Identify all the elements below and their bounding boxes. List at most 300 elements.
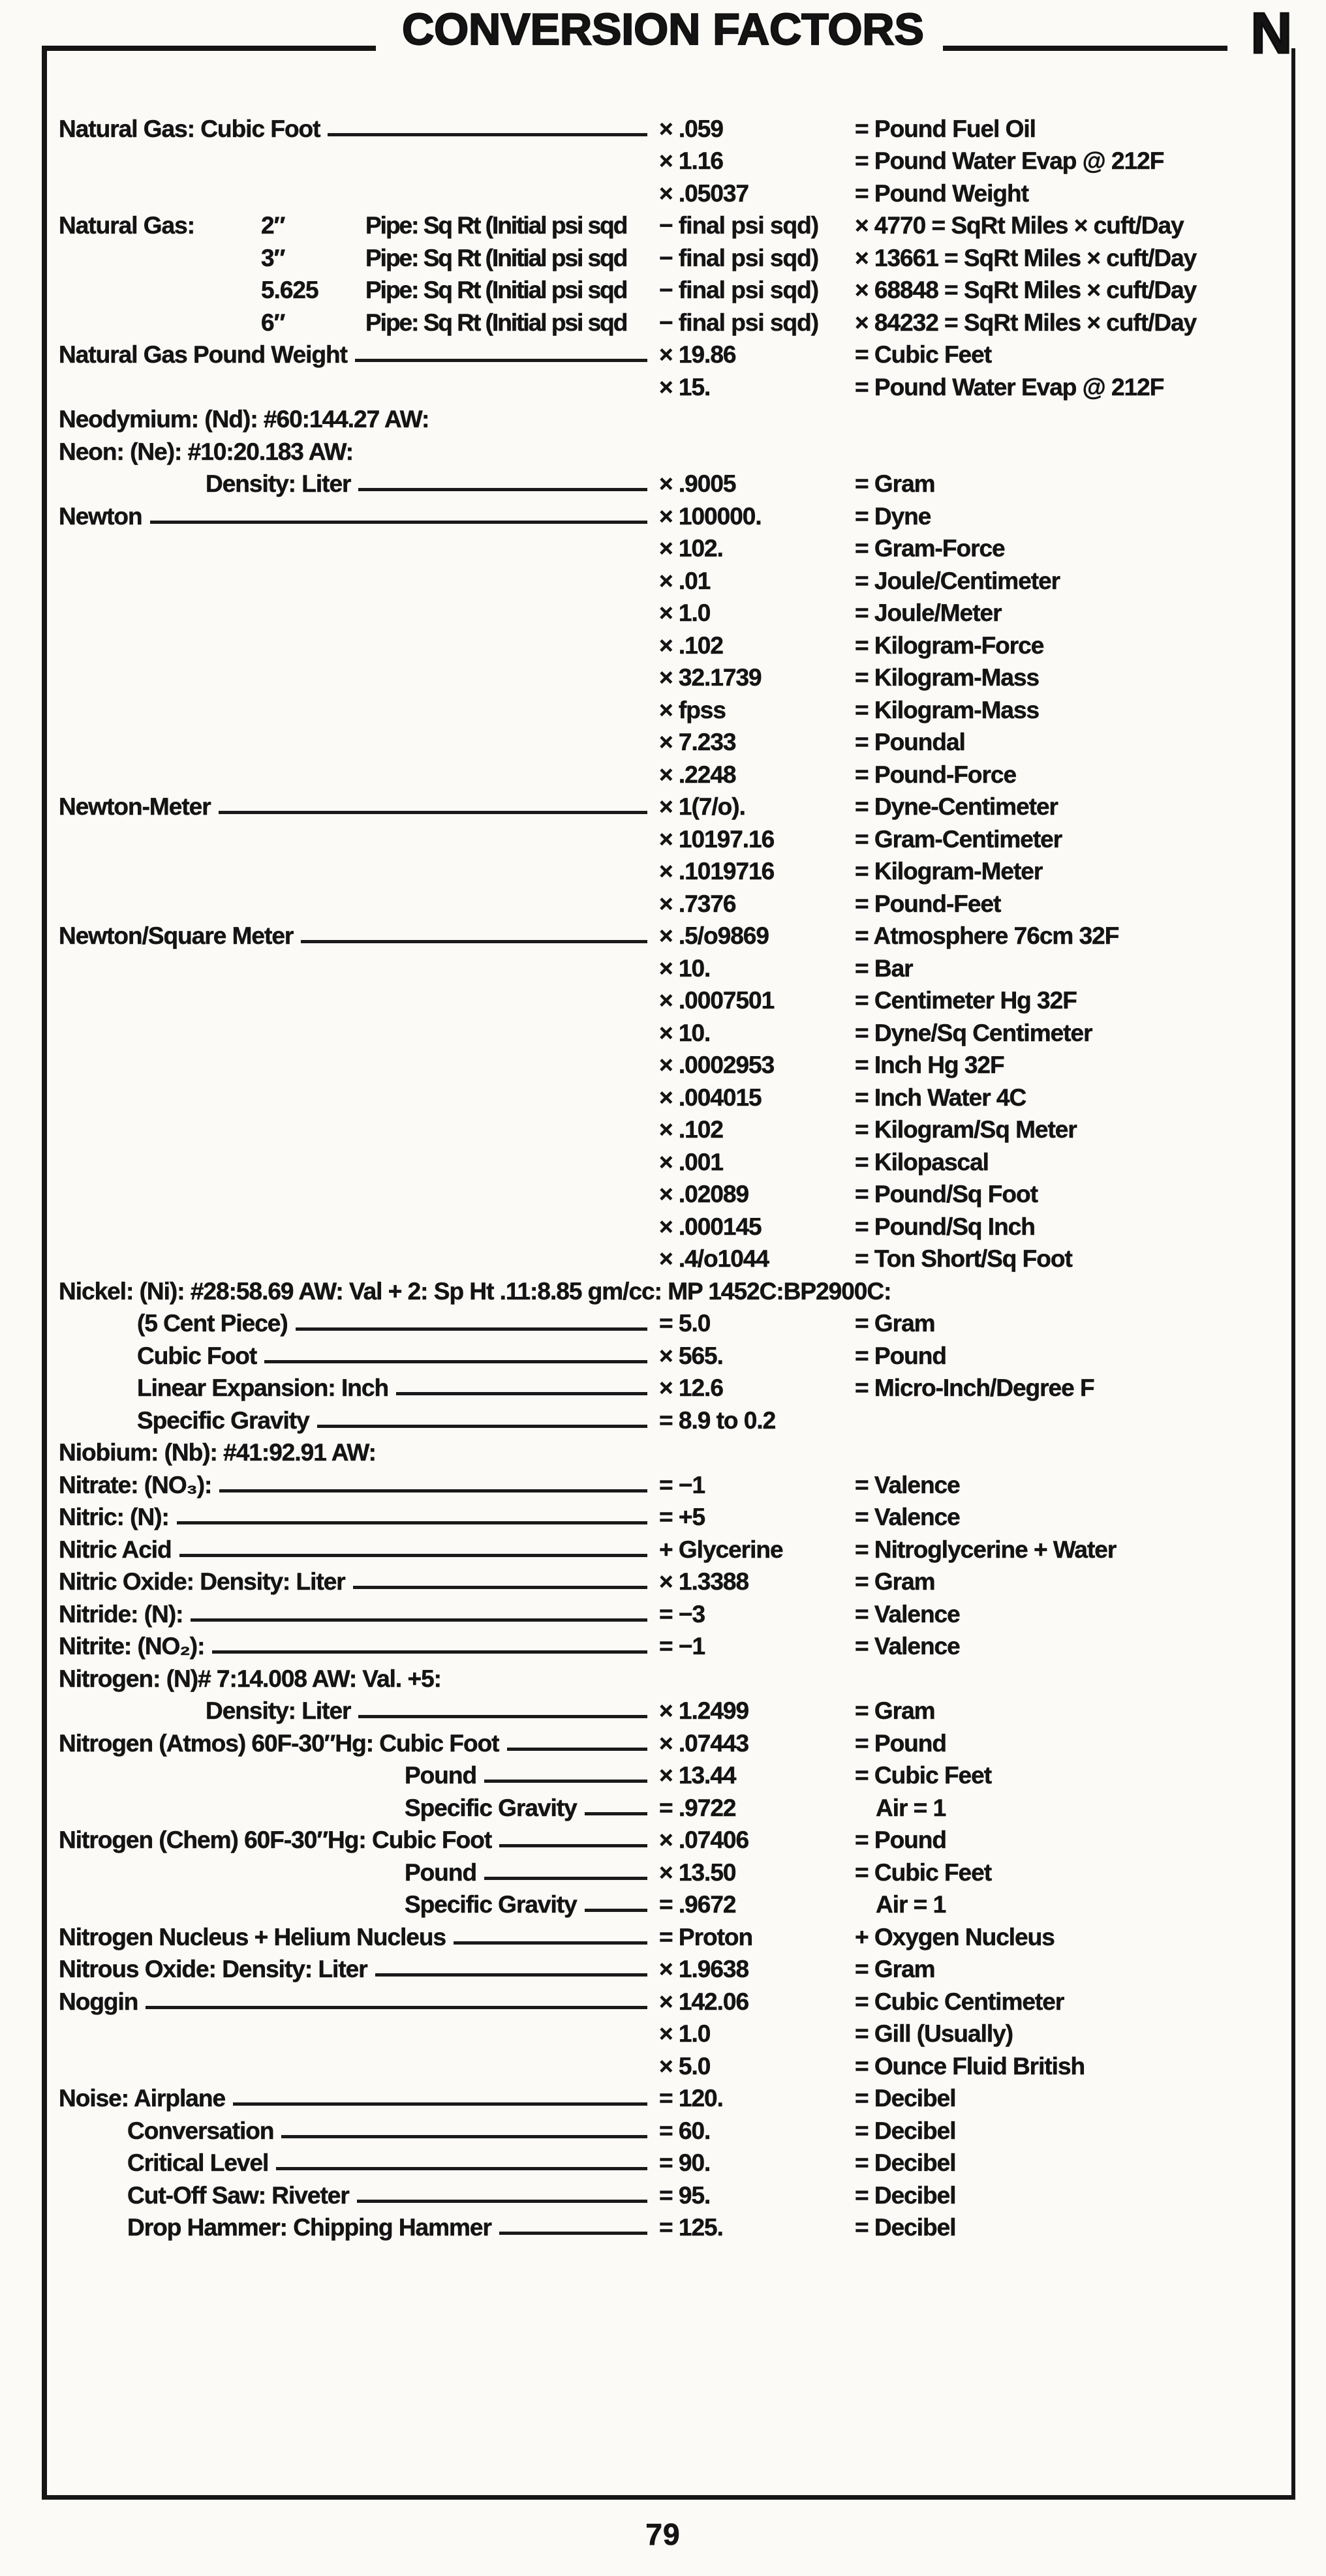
row-left (59, 1532, 659, 1564)
table-row (59, 305, 1295, 337)
leader-line (484, 1780, 647, 1783)
factor-value: = 120. (659, 2085, 723, 2112)
factor-value: × .7376 (659, 890, 736, 917)
table-row (59, 144, 1295, 176)
leader-line (358, 1715, 647, 1718)
leader-line (375, 1973, 647, 1977)
conversion-table (59, 111, 1295, 2242)
row-label: Nitrite: (NO₂): (59, 1633, 205, 1659)
row-left (59, 1758, 659, 1791)
page-number: 79 (645, 2517, 681, 2551)
table-row (59, 854, 1295, 886)
factor-value: × .1019716 (659, 858, 775, 885)
table-row (59, 1144, 1295, 1177)
table-row (59, 725, 1295, 757)
factor-value: × .5/o9869 (659, 922, 769, 949)
section-letter: N (1250, 1, 1292, 65)
result-value: = Ton Short/Sq Foot (855, 1245, 1072, 1272)
leader-line (454, 1941, 647, 1945)
result-value: = Gram (855, 1568, 935, 1595)
table-row (59, 563, 1295, 596)
result-value: = Kilogram-Mass (855, 664, 1040, 691)
leader-line (219, 811, 647, 814)
leader-line (179, 1554, 647, 1557)
row-left (59, 1467, 659, 1500)
result-value: = Valence (855, 1471, 960, 1498)
factor-value: × 19.86 (659, 341, 736, 368)
factor-value: = 90. (659, 2149, 711, 2176)
section-header: Neon: (Ne): #10:20.183 AW: (59, 438, 354, 465)
table-row (59, 983, 1295, 1016)
row-label: (5 Cent Piece) (137, 1310, 288, 1337)
row-label: Nitrate: (NO₃): (59, 1471, 212, 1498)
result-value: = Dyne-Centimeter (855, 793, 1058, 820)
row-left (59, 886, 659, 918)
result-value: = Gram-Centimeter (855, 825, 1062, 853)
row-label: Linear Expansion: Inch (137, 1374, 389, 1401)
result-value: = Gram (855, 1956, 935, 1982)
factor-value: × .004015 (659, 1083, 762, 1111)
table-row (59, 1952, 1295, 1984)
row-label: Specific Gravity (137, 1406, 309, 1434)
factor-value: − final psi sqd) (659, 244, 819, 271)
table-row (59, 821, 1295, 854)
result-value: × 84232 = SqRt Miles × cuft/Day (855, 309, 1197, 336)
table-row (59, 1596, 1295, 1629)
table-row (59, 1080, 1295, 1112)
leader-line (317, 1425, 647, 1428)
result-value: = Pound-Feet (855, 890, 1001, 917)
table-row (59, 1306, 1295, 1339)
row-left (59, 1661, 1295, 1693)
row-left (59, 337, 659, 370)
row-left (59, 208, 659, 241)
row-left (59, 692, 659, 725)
table-row (59, 1984, 1295, 2016)
leader-line (355, 359, 647, 362)
result-value: = Dyne (855, 502, 931, 530)
leader-line (276, 2167, 647, 2170)
table-row (59, 628, 1295, 660)
table-row (59, 1371, 1295, 1403)
row-label: Nitric Oxide: Density: Liter (59, 1568, 345, 1595)
leader-line (499, 2232, 647, 2235)
row-left (59, 1919, 659, 1952)
table-row (59, 402, 1295, 434)
row-left (59, 1823, 659, 1855)
table-row (59, 1435, 1295, 1468)
table-row (59, 1532, 1295, 1564)
table-row (59, 1177, 1295, 1209)
table-row (59, 2113, 1295, 2145)
leader-line (585, 1909, 647, 1912)
table-row (59, 1758, 1295, 1791)
factor-value: = .9722 (659, 1794, 736, 1821)
table-row (59, 660, 1295, 693)
result-value: = Gram (855, 1310, 935, 1337)
table-row (59, 1693, 1295, 1726)
result-value: = Pound/Sq Inch (855, 1213, 1035, 1240)
result-value: = Kilogram/Sq Meter (855, 1116, 1077, 1143)
leader-line (585, 1812, 647, 1815)
leader-line (507, 1748, 648, 1751)
leader-line (191, 1618, 647, 1622)
row-left (59, 1080, 659, 1112)
row-label: Natural Gas: Cubic Foot (59, 115, 320, 142)
table-row (59, 466, 1295, 499)
pipe-label: Pipe: Sq Rt (Initial psi sqd (365, 277, 627, 303)
row-left (59, 725, 659, 757)
table-row (59, 1241, 1295, 1274)
factor-value: × 1.2499 (659, 1697, 749, 1724)
result-value: = Kilogram-Meter (855, 858, 1043, 885)
result-value: = Pound (855, 1729, 946, 1757)
table-row (59, 918, 1295, 951)
row-left (59, 2081, 659, 2114)
row-label: Pound (405, 1762, 477, 1789)
result-value: = Joule/Centimeter (855, 567, 1060, 594)
result-value: = Cubic Feet (855, 1762, 992, 1789)
row-label: Cut-Off Saw: Riveter (127, 2181, 349, 2209)
table-row (59, 1500, 1295, 1532)
pipe-size: 3″ (261, 244, 285, 271)
row-left (59, 1273, 1295, 1306)
result-value: = Decibel (855, 2181, 956, 2209)
section-header: Neodymium: (Nd): #60:144.27 AW: (59, 406, 429, 432)
row-label: Cubic Foot (137, 1342, 257, 1369)
row-left (59, 596, 659, 628)
table-row (59, 1661, 1295, 1693)
result-value: + Oxygen Nucleus (855, 1923, 1055, 1950)
pipe-label: Pipe: Sq Rt (Initial psi sqd (365, 244, 627, 271)
row-left (59, 2048, 659, 2081)
leader-line (233, 2102, 647, 2106)
result-value: = Centimeter Hg 32F (855, 987, 1077, 1014)
factor-value: × 1.0 (659, 599, 711, 626)
factor-value: × 1.0 (659, 2020, 711, 2047)
result-value: × 13661 = SqRt Miles × cuft/Day (855, 244, 1197, 271)
row-left (59, 1209, 659, 1241)
row-left (59, 273, 659, 305)
row-label: Specific Gravity (405, 1891, 577, 1918)
table-row (59, 596, 1295, 628)
row-label: Newton (59, 502, 142, 530)
row-label: Newton/Square Meter (59, 922, 294, 949)
leader-line (264, 1360, 647, 1363)
leader-line (357, 2200, 647, 2203)
row-left (59, 1629, 659, 1661)
table-row (59, 1564, 1295, 1597)
row-left (59, 1112, 659, 1145)
pipe-label: Pipe: Sq Rt (Initial psi sqd (365, 212, 627, 239)
factor-value: × 1.9638 (659, 1956, 749, 1982)
result-value: = Nitroglycerine + Water (855, 1536, 1117, 1563)
result-value: = Pound Weight (855, 179, 1028, 207)
factor-value: = +5 (659, 1504, 705, 1530)
factor-value: − final psi sqd) (659, 277, 819, 303)
table-row (59, 1629, 1295, 1661)
factor-value: × .05037 (659, 179, 749, 207)
table-row (59, 692, 1295, 725)
row-left (59, 531, 659, 564)
leader-line (301, 940, 647, 943)
row-left (59, 1015, 659, 1048)
section-header: Niobium: (Nb): #41:92.91 AW: (59, 1439, 376, 1466)
row-left (59, 1177, 659, 1209)
table-row (59, 1209, 1295, 1241)
leader-line (177, 1521, 647, 1524)
row-left (59, 1338, 659, 1371)
table-row (59, 1919, 1295, 1952)
row-label: Nitrous Oxide: Density: Liter (59, 1956, 367, 1982)
row-left (59, 1984, 659, 2016)
table-row (59, 2177, 1295, 2210)
row-left (59, 1855, 659, 1887)
row-left (59, 1306, 659, 1339)
result-value: = Ounce Fluid British (855, 2052, 1085, 2080)
leader-line (353, 1586, 647, 1589)
table-row (59, 1273, 1295, 1306)
table-row (59, 1887, 1295, 1920)
row-left (59, 1435, 1295, 1468)
factor-value: × 565. (659, 1342, 723, 1369)
table-row (59, 1823, 1295, 1855)
section-header: Nickel: (Ni): #28:58.69 AW: Val + 2: Sp Ht .11:8.85 gm/cc: MP 1452C:BP2900C: (59, 1277, 891, 1305)
result-value: = Micro-Inch/Degree F (855, 1374, 1094, 1401)
row-left (59, 1693, 659, 1726)
leader-line (146, 2006, 647, 2009)
row-left (59, 563, 659, 596)
row-left (59, 1144, 659, 1177)
factor-value: × 1.3388 (659, 1568, 749, 1595)
factor-value: × .9005 (659, 470, 736, 497)
factor-value: = −1 (659, 1633, 705, 1659)
factor-value: × fpss (659, 696, 726, 723)
row-left (59, 983, 659, 1016)
row-label: Nitrogen (Chem) 60F-30″Hg: Cubic Foot (59, 1826, 492, 1853)
row-label: Nitric Acid (59, 1536, 172, 1563)
row-left (59, 498, 659, 531)
row-label: Nitric: (N): (59, 1504, 169, 1530)
leader-line (212, 1650, 647, 1654)
row-left (59, 369, 659, 402)
table-row (59, 208, 1295, 241)
table-row (59, 1402, 1295, 1435)
result-value: = Pound-Force (855, 761, 1017, 788)
table-row (59, 2210, 1295, 2243)
result-value: = Dyne/Sq Centimeter (855, 1019, 1092, 1046)
factor-value: × 10. (659, 1019, 711, 1046)
leader-line (328, 133, 647, 136)
factor-value: × .4/o1044 (659, 1245, 769, 1272)
factor-value: × .07406 (659, 1826, 749, 1853)
row-left (59, 2177, 659, 2210)
result-value: = Poundal (855, 729, 965, 755)
leader-line (150, 521, 647, 524)
result-value: = Bar (855, 954, 913, 982)
result-value: = Valence (855, 1504, 960, 1530)
row-left (59, 950, 659, 983)
row-left (59, 918, 659, 951)
factor-value: × .102 (659, 631, 723, 659)
factor-value: × .02089 (659, 1181, 749, 1207)
row-left (59, 1241, 659, 1274)
page-title: CONVERSION FACTORS (402, 5, 924, 54)
factor-value: × .102 (659, 1116, 723, 1143)
pipe-prefix: Natural Gas: (59, 212, 195, 239)
table-row (59, 1725, 1295, 1758)
factor-value: × .059 (659, 115, 723, 142)
result-value: = Valence (855, 1600, 960, 1628)
row-left (59, 1790, 659, 1823)
factor-value: × 12.6 (659, 1374, 723, 1401)
factor-value: × 5.0 (659, 2052, 711, 2080)
factor-value: × 10197.16 (659, 825, 775, 853)
row-label: Natural Gas Pound Weight (59, 341, 347, 368)
row-label: Nitrogen (Atmos) 60F-30″Hg: Cubic Foot (59, 1729, 499, 1757)
result-value: = Cubic Centimeter (855, 1988, 1064, 2015)
result-value: Air = 1 (876, 1794, 946, 1821)
pipe-size: 5.625 (261, 277, 318, 303)
row-left (59, 2016, 659, 2049)
table-row (59, 1467, 1295, 1500)
table-row (59, 240, 1295, 273)
factor-value: × .000145 (659, 1213, 762, 1240)
section-header: Nitrogen: (N)# 7:14.008 AW: Val. +5: (59, 1665, 441, 1692)
factor-value: = 125. (659, 2214, 723, 2241)
table-row (59, 789, 1295, 822)
factor-value: = 5.0 (659, 1310, 711, 1337)
factor-value: = Proton (659, 1923, 753, 1950)
factor-value: × .07443 (659, 1729, 749, 1757)
factor-value: × 13.44 (659, 1762, 736, 1789)
factor-value: = 8.9 to 0.2 (659, 1406, 776, 1434)
factor-value: × 13.50 (659, 1858, 736, 1886)
row-left (59, 175, 659, 208)
row-label: Critical Level (127, 2149, 269, 2176)
table-row (59, 1855, 1295, 1887)
table-row (59, 757, 1295, 789)
result-value: = Kilogram-Mass (855, 696, 1040, 723)
factor-value: × .2248 (659, 761, 736, 788)
result-value: = Decibel (855, 2085, 956, 2112)
result-value: = Cubic Feet (855, 1858, 992, 1886)
row-left (59, 1048, 659, 1080)
result-value: = Pound (855, 1826, 946, 1853)
factor-value: × 1.16 (659, 147, 723, 174)
factor-value: × 10. (659, 954, 711, 982)
table-row (59, 111, 1295, 144)
factor-value: + Glycerine (659, 1536, 783, 1563)
table-row (59, 273, 1295, 305)
row-label: Nitrogen Nucleus + Helium Nucleus (59, 1923, 446, 1950)
result-value: = Pound Water Evap @ 212F (855, 147, 1164, 174)
row-label: Drop Hammer: Chipping Hammer (127, 2214, 491, 2241)
result-value: = Inch Water 4C (855, 1083, 1026, 1111)
row-label: Density: Liter (206, 1697, 351, 1724)
row-label: Conversation (127, 2117, 274, 2144)
table-row (59, 886, 1295, 918)
row-left (59, 2145, 659, 2178)
result-value: = Gram (855, 470, 935, 497)
table-row (59, 1338, 1295, 1371)
table-row (59, 2081, 1295, 2114)
result-value: = Gram (855, 1697, 935, 1724)
row-label: Pound (405, 1858, 477, 1886)
factor-value: × 102. (659, 535, 723, 562)
row-label: Density: Liter (206, 470, 351, 497)
row-left (59, 305, 659, 337)
row-label: Newton-Meter (59, 793, 211, 820)
result-value: = Kilogram-Force (855, 631, 1044, 659)
table-row (59, 1790, 1295, 1823)
row-left (59, 466, 659, 499)
result-value: = Pound/Sq Foot (855, 1181, 1038, 1207)
leader-line (484, 1877, 647, 1880)
row-left (59, 1500, 659, 1532)
row-left (59, 789, 659, 822)
result-value: = Valence (855, 1633, 960, 1659)
result-value: = Pound (855, 1342, 946, 1369)
leader-line (358, 488, 647, 491)
row-left (59, 628, 659, 660)
row-left (59, 1596, 659, 1629)
result-value: = Cubic Feet (855, 341, 992, 368)
result-value: × 4770 = SqRt Miles × cuft/Day (855, 212, 1184, 239)
row-left (59, 402, 1295, 434)
pipe-size: 6″ (261, 309, 285, 336)
table-row (59, 950, 1295, 983)
factor-value: − final psi sqd) (659, 212, 819, 239)
row-left (59, 1952, 659, 1984)
table-row (59, 2145, 1295, 2178)
leader-line (499, 1844, 647, 1847)
table-row (59, 434, 1295, 466)
row-left (59, 144, 659, 176)
result-value: = Kilopascal (855, 1148, 989, 1175)
table-row (59, 1112, 1295, 1145)
row-left (59, 2113, 659, 2145)
row-left (59, 854, 659, 886)
row-left (59, 821, 659, 854)
table-row (59, 531, 1295, 564)
leader-line (296, 1327, 647, 1331)
leader-line (396, 1392, 647, 1395)
factor-value: × 15. (659, 373, 711, 401)
row-label: Nitride: (N): (59, 1600, 183, 1628)
result-value: Air = 1 (876, 1891, 946, 1918)
row-left (59, 2210, 659, 2243)
factor-value: × 142.06 (659, 1988, 749, 2015)
row-left (59, 1725, 659, 1758)
row-label: Noise: Airplane (59, 2085, 226, 2112)
row-label: Specific Gravity (405, 1794, 577, 1821)
factor-value: = 95. (659, 2181, 711, 2209)
row-left (59, 757, 659, 789)
result-value: = Gram-Force (855, 535, 1005, 562)
row-label: Noggin (59, 1988, 138, 2015)
table-row (59, 2048, 1295, 2081)
factor-value: = −1 (659, 1471, 705, 1498)
result-value: = Decibel (855, 2214, 956, 2241)
pipe-size: 2″ (261, 212, 285, 239)
row-left (59, 660, 659, 693)
table-row (59, 1015, 1295, 1048)
row-left (59, 1371, 659, 1403)
result-value: = Gill (Usually) (855, 2020, 1013, 2047)
factor-value: = −3 (659, 1600, 705, 1628)
result-value: = Pound Fuel Oil (855, 115, 1036, 142)
